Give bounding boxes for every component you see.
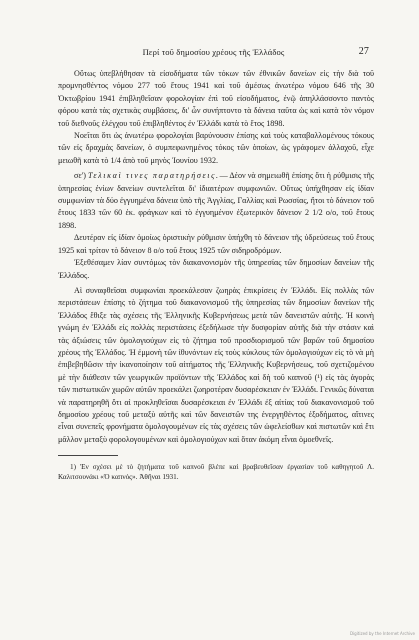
running-title: Περί τοῦ δημοσίου χρέους τῆς Ἑλλάδος [142, 47, 285, 57]
paragraph-4: Δευτέραν εἰς ἰδίαν ὁμοίως ὁριστικὴν ρύθμισιν ὑπήχθη τὸ δάνειον τῆς ὑδρεύσεως τοῦ ἔτους 1925 καὶ τρίτον τὸ δάνειον 8 ο/ο τοῦ ἔτους 1925 τῶν σιδηροδρόμων. [58, 233, 374, 255]
footnote-area [58, 462, 374, 482]
page-number: 27 [358, 46, 369, 57]
paragraph-2: Νοεῖται ὅτι ὡς ἀνωτέρω φορολογίαι βαρύνουσιν ἐπίσης καὶ τοὺς καταβαλλομένους τόκους τῶν εἰς δραχμὰς δανείων, ὁ συμπεφωνημένος τόκος τῶν ὁποίων, ὡς γράφομεν ἀλλαχοῦ, εἶχε μειωθῆ κατὰ τὸ 1/4 ἀπὸ τοῦ μηνὸς Ἰουνίου 1932. [58, 131, 374, 165]
section-heading: Τελικαὶ τινες παρατηρήσεις. [88, 171, 220, 181]
paragraph-6: Αἱ συναφθεῖσαι συμφωνίαι προεκάλεσαν ζωηρὰς ἐπικρίσεις ἐν Ἑλλάδι. Εἰς πολλὰς τῶν περιστάσεων ἐπίσης τὸ ζήτημα τοῦ διακανονισμοῦ τῆς ὑπηρεσίας τῶν δημοσίων δανείων τῆς Ἑλλάδος ἔθιξε τὰς σχέσεις τῆς Ἑλληνικῆς Κυβερνήσεως μετὰ τῶν δανειστῶν αὐτῆς. Ἡ κοινὴ γνώμη ἐν Ἑλλάδι εἰς πολλὰς περιστάσεις ἐξεδήλωσε τὴν δυσφορίαν αὐτῆς διὰ τὴν στάσιν καὶ τὰς ἀξιώσεις τῶν ὁμολογιούχων εἰς τὸ ζήτημα τοῦ προσδιορισμοῦ τῶν βαρῶν τοῦ δημοσίου χρέους τῆς Ἑλλάδος. Ἡ ἐμμονὴ τῶν ἰθυνόντων εἰς τοὺς κύκλους τῶν ὁμολογιούχων εἰς τὸ νὰ μὴ ἐπιβεβηθῶσιν τὴν ἱκανοποίησιν τοῦ αἰτήματος τῆς Ἑλληνικῆς Κυβερνήσεως, τοῦ σχετιζομένου μὲ τὴν διάθεσιν τῶν γεωργικῶν προϊόντων τῆς Ἑλλάδος καὶ δὴ τοῦ καπνοῦ (¹) εἰς τὰς ἀγορὰς τῶν πιστωτικῶν χωρῶν αὐτῶν προεκάλει ζωηροτέραν δυσαρέσκειαν ἐν Ἑλλάδι. Γενικῶς δύναται νὰ παρατηρηθῆ ὅτι αἱ προκληθεῖσαι δυσαρέσκειαι ἐν Ἑλλάδι ἐξ αἰτίας τοῦ διακανονισμοῦ τοῦ δημοσίου χρέους τοῦ μεταξὺ αὐτῆς καὶ τῶν δανειστῶν της ἐνεργηθέντος ἐξοδήματος, αἵτινες εἶναι συνεπεῖς φρονήματα ὁμολογουμένων εἰς τὰς σχέσεις τῶν ὠφελείσθων καὶ πιστωτῶν καὶ ἔτι μᾶλλον μεταξὺ φορολογουμένων καὶ ὁμολογιούχων καὶ ὅταν ἀκόμη εἶναι ὁμοεθνεῖς. [58, 285, 374, 444]
page-body [58, 68, 374, 482]
running-header [58, 47, 369, 59]
paragraph-5: Ἐξεθέσαμεν λίαν συντόμως τὸν διακανονισμὸν τῆς ὑπηρεσίας τῶν δημοσίων δανείων τῆς Ἑλλάδος. [58, 258, 374, 280]
paragraph-3: Δέον νὰ σημειωθῆ ἐπίσης ὅτι ἡ ρύθμισις τῆς ὑπηρεσίας ἐνίων δανείων συντελεῖται δι' ἰδιαιτέρων συμφωνιῶν. Οὕτως ὑπήχθησαν εἰς ἰδίαν συμφωνίαν τὰ δύο ἐγγυημένα δάνεια ὑπὸ τῆς Ἀγγλίας, Γαλλίας καὶ Ρωσσίας, ἤτοι τὸ δάνειον τοῦ ἔτους 1833 τῶν 60 ἐκ. φράγκων καὶ τὸ ἐγγυημένον ἐξωτερικὸν δάνειον 2 1/2 ο/ο, τοῦ ἔτους 1898. [58, 171, 375, 230]
scan-watermark: Digitized by the Internet Archive [349, 631, 415, 636]
section-paragraph: σε') Τελικαὶ τινες παρατηρήσεις.— Δέον νὰ σημειωθῆ ἐπίσης ὅτι ἡ ρύθμισις τῆς ὑπηρεσίας ἐνίων δανείων συντελεῖται δι' ἰδιαιτέρων συμφωνιῶν. Οὕτως ὑπήχθησαν εἰς ἰδίαν συμφωνίαν τὰ δύο ἐγγυημένα δάνεια ὑπὸ τῆς Ἀγγλίας, Γαλλίας καὶ Ρωσσίας, ἤτοι τὸ δάνειον τοῦ ἔτους 1833 τῶν 60 ἐκ. φράγκων καὶ τὸ ἐγγυημένον ἐξωτερικὸν δάνειον 2 1/2 ο/ο, τοῦ ἔτους 1898. [58, 171, 375, 230]
footnote-1: 1) Ἐν σχέσει μὲ τὸ ζητήματα τοῦ καπνοῦ βλέπε καὶ βραβευθεῖσαν ἐργασίαν τοῦ καθηγητοῦ Λ. Καλιτσουνάκι «Ὁ καπνός». Ἀθῆναι 1931. [58, 463, 374, 482]
section-marker: σε') [74, 171, 86, 181]
footnote-separator [58, 455, 118, 456]
paragraph-1: Οὕτως ὑπεβλήθησαν τὰ εἰσοδήματα τῶν τόκων τῶν ἐθνικῶν δανείων εἰς τὴν διὰ τοῦ προμνησθέντος νόμου 277 τοῦ ἔτους 1941 καὶ τοῦ ἀμέσως ἀνωτέρω νόμου 646 τῆς 30 Ὀκτωβρίου 1941 ἐπιβληθεῖσαν φορολογίαν ἐπὶ τοῦ εἰσοδήματος, ἐνῷ ἀπηλλάσσοντο παντὸς φόρου κατὰ τὰς σχετικὰς συμβάσεις, δι' ὧν συνήπτοντο τὰ δάνεια ταῦτα ὡς καὶ κατὰ τὸν νόμον τοῦ διεθνοῦς ἐλέγχου τοῦ ἐπιβληθέντος ἐν Ἑλλάδι κατὰ τὸ ἔτος 1898. [58, 69, 374, 128]
